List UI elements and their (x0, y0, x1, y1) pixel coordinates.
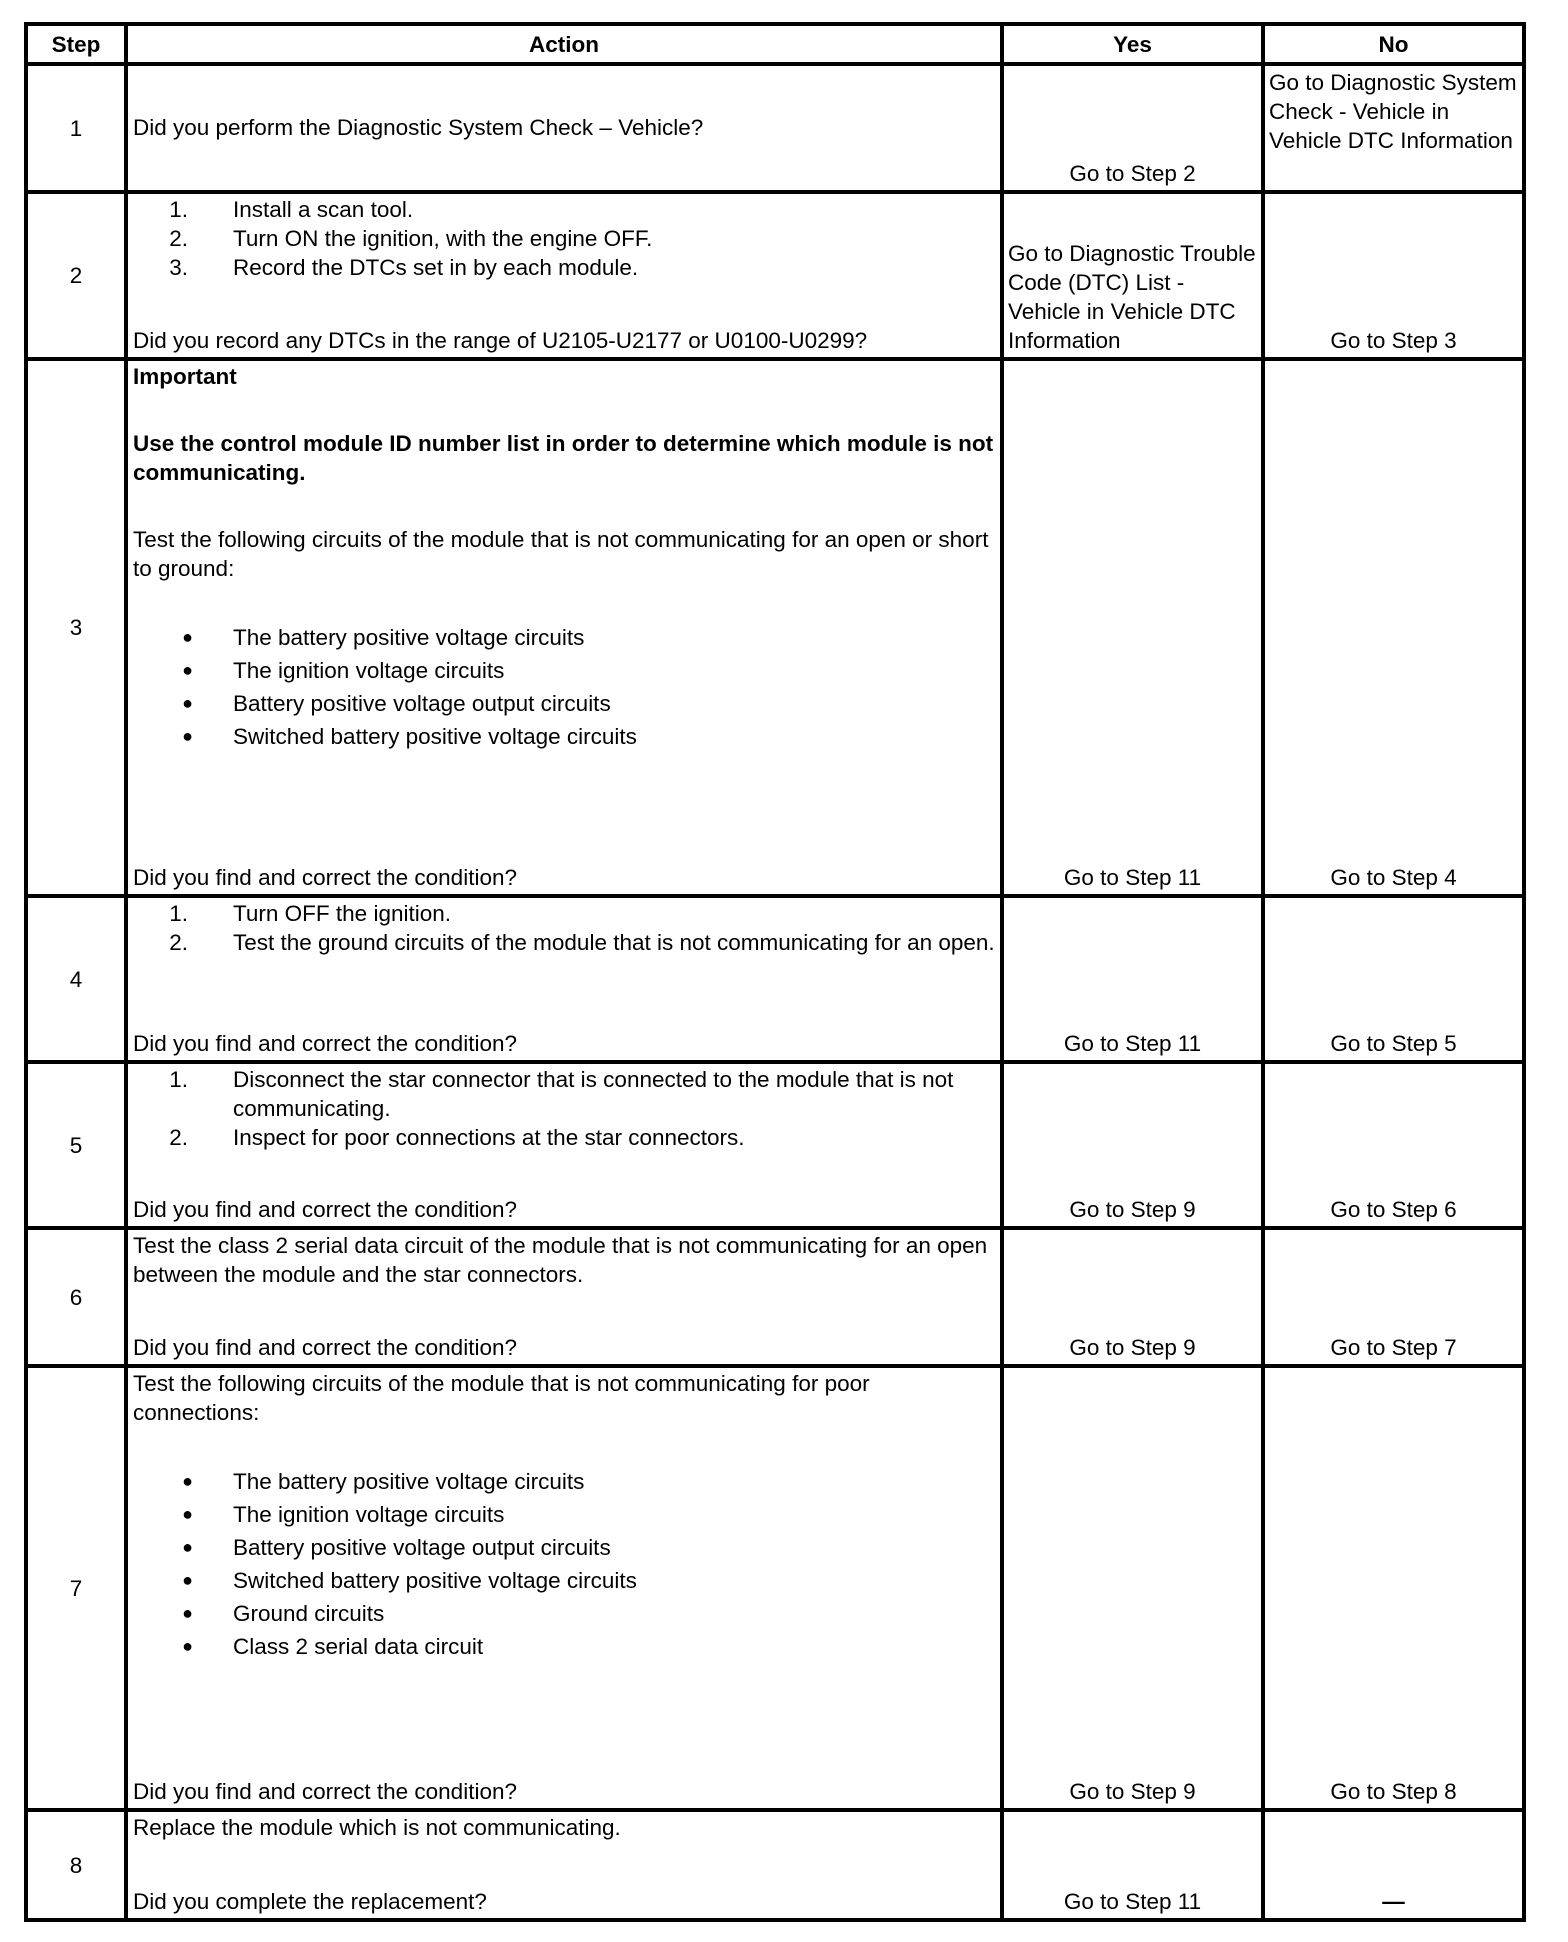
table-row (26, 359, 1524, 896)
list-item: ● Battery positive voltage output circuits (182, 1535, 611, 1560)
step-number: 7 (26, 1366, 126, 1810)
no-link[interactable]: Go to Step 5 (1330, 1031, 1457, 1056)
yes-cell (1002, 896, 1263, 1062)
list-item: ● Ground circuits (182, 1601, 385, 1626)
question-text: Did you find and correct the condition? (133, 865, 517, 890)
action-cell (126, 1062, 1002, 1228)
yes-link[interactable]: Go to Step 11 (1063, 865, 1202, 890)
list-item: 3. Record the DTCs set in by each module. (169, 255, 639, 280)
action-cell (126, 896, 1002, 1062)
action-cell (126, 1366, 1002, 1810)
action-cell (126, 192, 1002, 359)
no-cell (1263, 896, 1524, 1062)
step-number: 6 (26, 1228, 126, 1366)
table-row (26, 64, 1524, 192)
yes-link[interactable]: Go to Step 9 (1069, 1335, 1196, 1360)
intro-text: Test the following circuits of the module that is not communicating for an open or short to ground: (133, 527, 989, 581)
no-link[interactable]: Go to Step 8 (1330, 1779, 1457, 1804)
table-row (26, 1228, 1524, 1366)
question-text: Did you find and correct the condition? (133, 1779, 517, 1804)
header-no: No (1263, 24, 1524, 64)
numbered-steps (133, 899, 996, 957)
question-text: Did you find and correct the condition? (133, 1031, 517, 1056)
no-link[interactable]: Go to Step 6 (1330, 1197, 1457, 1222)
important-text: Use the control module ID number list in order to determine which module is not communicating. (133, 431, 994, 485)
list-item: ● The ignition voltage circuits (182, 658, 505, 683)
yes-link[interactable]: Go to Step 9 (1069, 1779, 1196, 1804)
list-item: ● Battery positive voltage output circuits (182, 691, 611, 716)
question-text: Did you record any DTCs in the range of U2105-U2177 or U0100-U0299? (133, 328, 868, 353)
header-row (26, 24, 1524, 64)
table-row (26, 896, 1524, 1062)
no-link[interactable]: Go to Step 4 (1330, 865, 1457, 890)
header-action: Action (126, 24, 1002, 64)
list-item: 1. Install a scan tool. (169, 197, 414, 222)
list-item: 2. Turn ON the ignition, with the engine OFF. (169, 226, 653, 251)
step-number: 3 (26, 359, 126, 896)
no-link[interactable]: Go to Step 3 (1330, 328, 1457, 353)
list-item: 1. Disconnect the star connector that is connected to the module that is not communicating. (169, 1067, 954, 1121)
yes-cell (1002, 64, 1263, 192)
list-item: ● The ignition voltage circuits (182, 1502, 505, 1527)
intro-text: Test the following circuits of the module that is not communicating for poor connections: (133, 1371, 870, 1425)
question-text: Did you find and correct the condition? (133, 1335, 517, 1360)
no-link[interactable]: Go to Step 7 (1330, 1335, 1457, 1360)
action-cell (126, 1810, 1002, 1920)
yes-link[interactable]: Go to Step 11 (1063, 1889, 1202, 1914)
no-cell (1263, 1810, 1524, 1920)
action-cell (126, 359, 1002, 896)
yes-cell (1002, 192, 1263, 359)
table-row (26, 1062, 1524, 1228)
yes-cell (1002, 1228, 1263, 1366)
action-cell (126, 1228, 1002, 1366)
list-item: ● Class 2 serial data circuit (182, 1634, 484, 1659)
action-cell (126, 64, 1002, 192)
no-cell (1263, 1062, 1524, 1228)
table-row (26, 192, 1524, 359)
list-item: ● The battery positive voltage circuits (182, 625, 585, 650)
no-cell (1263, 192, 1524, 359)
bullet-list (133, 1465, 996, 1663)
header-step: Step (26, 24, 126, 64)
no-cell (1263, 359, 1524, 896)
no-cell (1263, 64, 1524, 192)
step-number: 1 (26, 64, 126, 192)
table-row (26, 1366, 1524, 1810)
bullet-list (133, 621, 996, 753)
list-item: ● Switched battery positive voltage circuits (182, 1568, 637, 1593)
no-cell (1263, 1228, 1524, 1366)
numbered-steps (133, 195, 996, 282)
yes-link[interactable]: Go to Step 11 (1063, 1031, 1202, 1056)
list-item: ● Switched battery positive voltage circuits (182, 724, 637, 749)
yes-cell (1002, 359, 1263, 896)
step-number: 2 (26, 192, 126, 359)
yes-cell (1002, 1810, 1263, 1920)
yes-link[interactable]: Go to Diagnostic Trouble Code (DTC) List - Vehicle in Vehicle DTC Information (1008, 241, 1256, 353)
step-number: 4 (26, 896, 126, 1062)
list-item: 2. Test the ground circuits of the module that is not communicating for an open. (169, 930, 995, 955)
important-label: Important (133, 364, 237, 389)
question-text: Did you perform the Diagnostic System Check – Vehicle? (133, 115, 704, 140)
table-row (26, 1810, 1524, 1920)
no-dash: — (1382, 1889, 1405, 1914)
question-text: Did you find and correct the condition? (133, 1197, 517, 1222)
list-item: 2. Inspect for poor connections at the star connectors. (169, 1125, 745, 1150)
yes-link[interactable]: Go to Step 2 (1069, 161, 1196, 186)
list-item: 1. Turn OFF the ignition. (169, 901, 452, 926)
step-number: 5 (26, 1062, 126, 1228)
yes-link[interactable]: Go to Step 9 (1069, 1197, 1196, 1222)
yes-cell (1002, 1366, 1263, 1810)
header-yes: Yes (1002, 24, 1263, 64)
intro-text: Replace the module which is not communicating. (133, 1815, 621, 1840)
no-cell (1263, 1366, 1524, 1810)
yes-cell (1002, 1062, 1263, 1228)
intro-text: Test the class 2 serial data circuit of the module that is not communicating for an open between the module and the star connectors. (133, 1233, 988, 1287)
question-text: Did you complete the replacement? (133, 1889, 487, 1914)
diagnostic-table (24, 22, 1526, 1922)
numbered-steps (133, 1065, 996, 1152)
no-link[interactable]: Go to Diagnostic System Check - Vehicle in Vehicle DTC Information (1269, 70, 1517, 153)
list-item: ● The battery positive voltage circuits (182, 1469, 585, 1494)
step-number: 8 (26, 1810, 126, 1920)
